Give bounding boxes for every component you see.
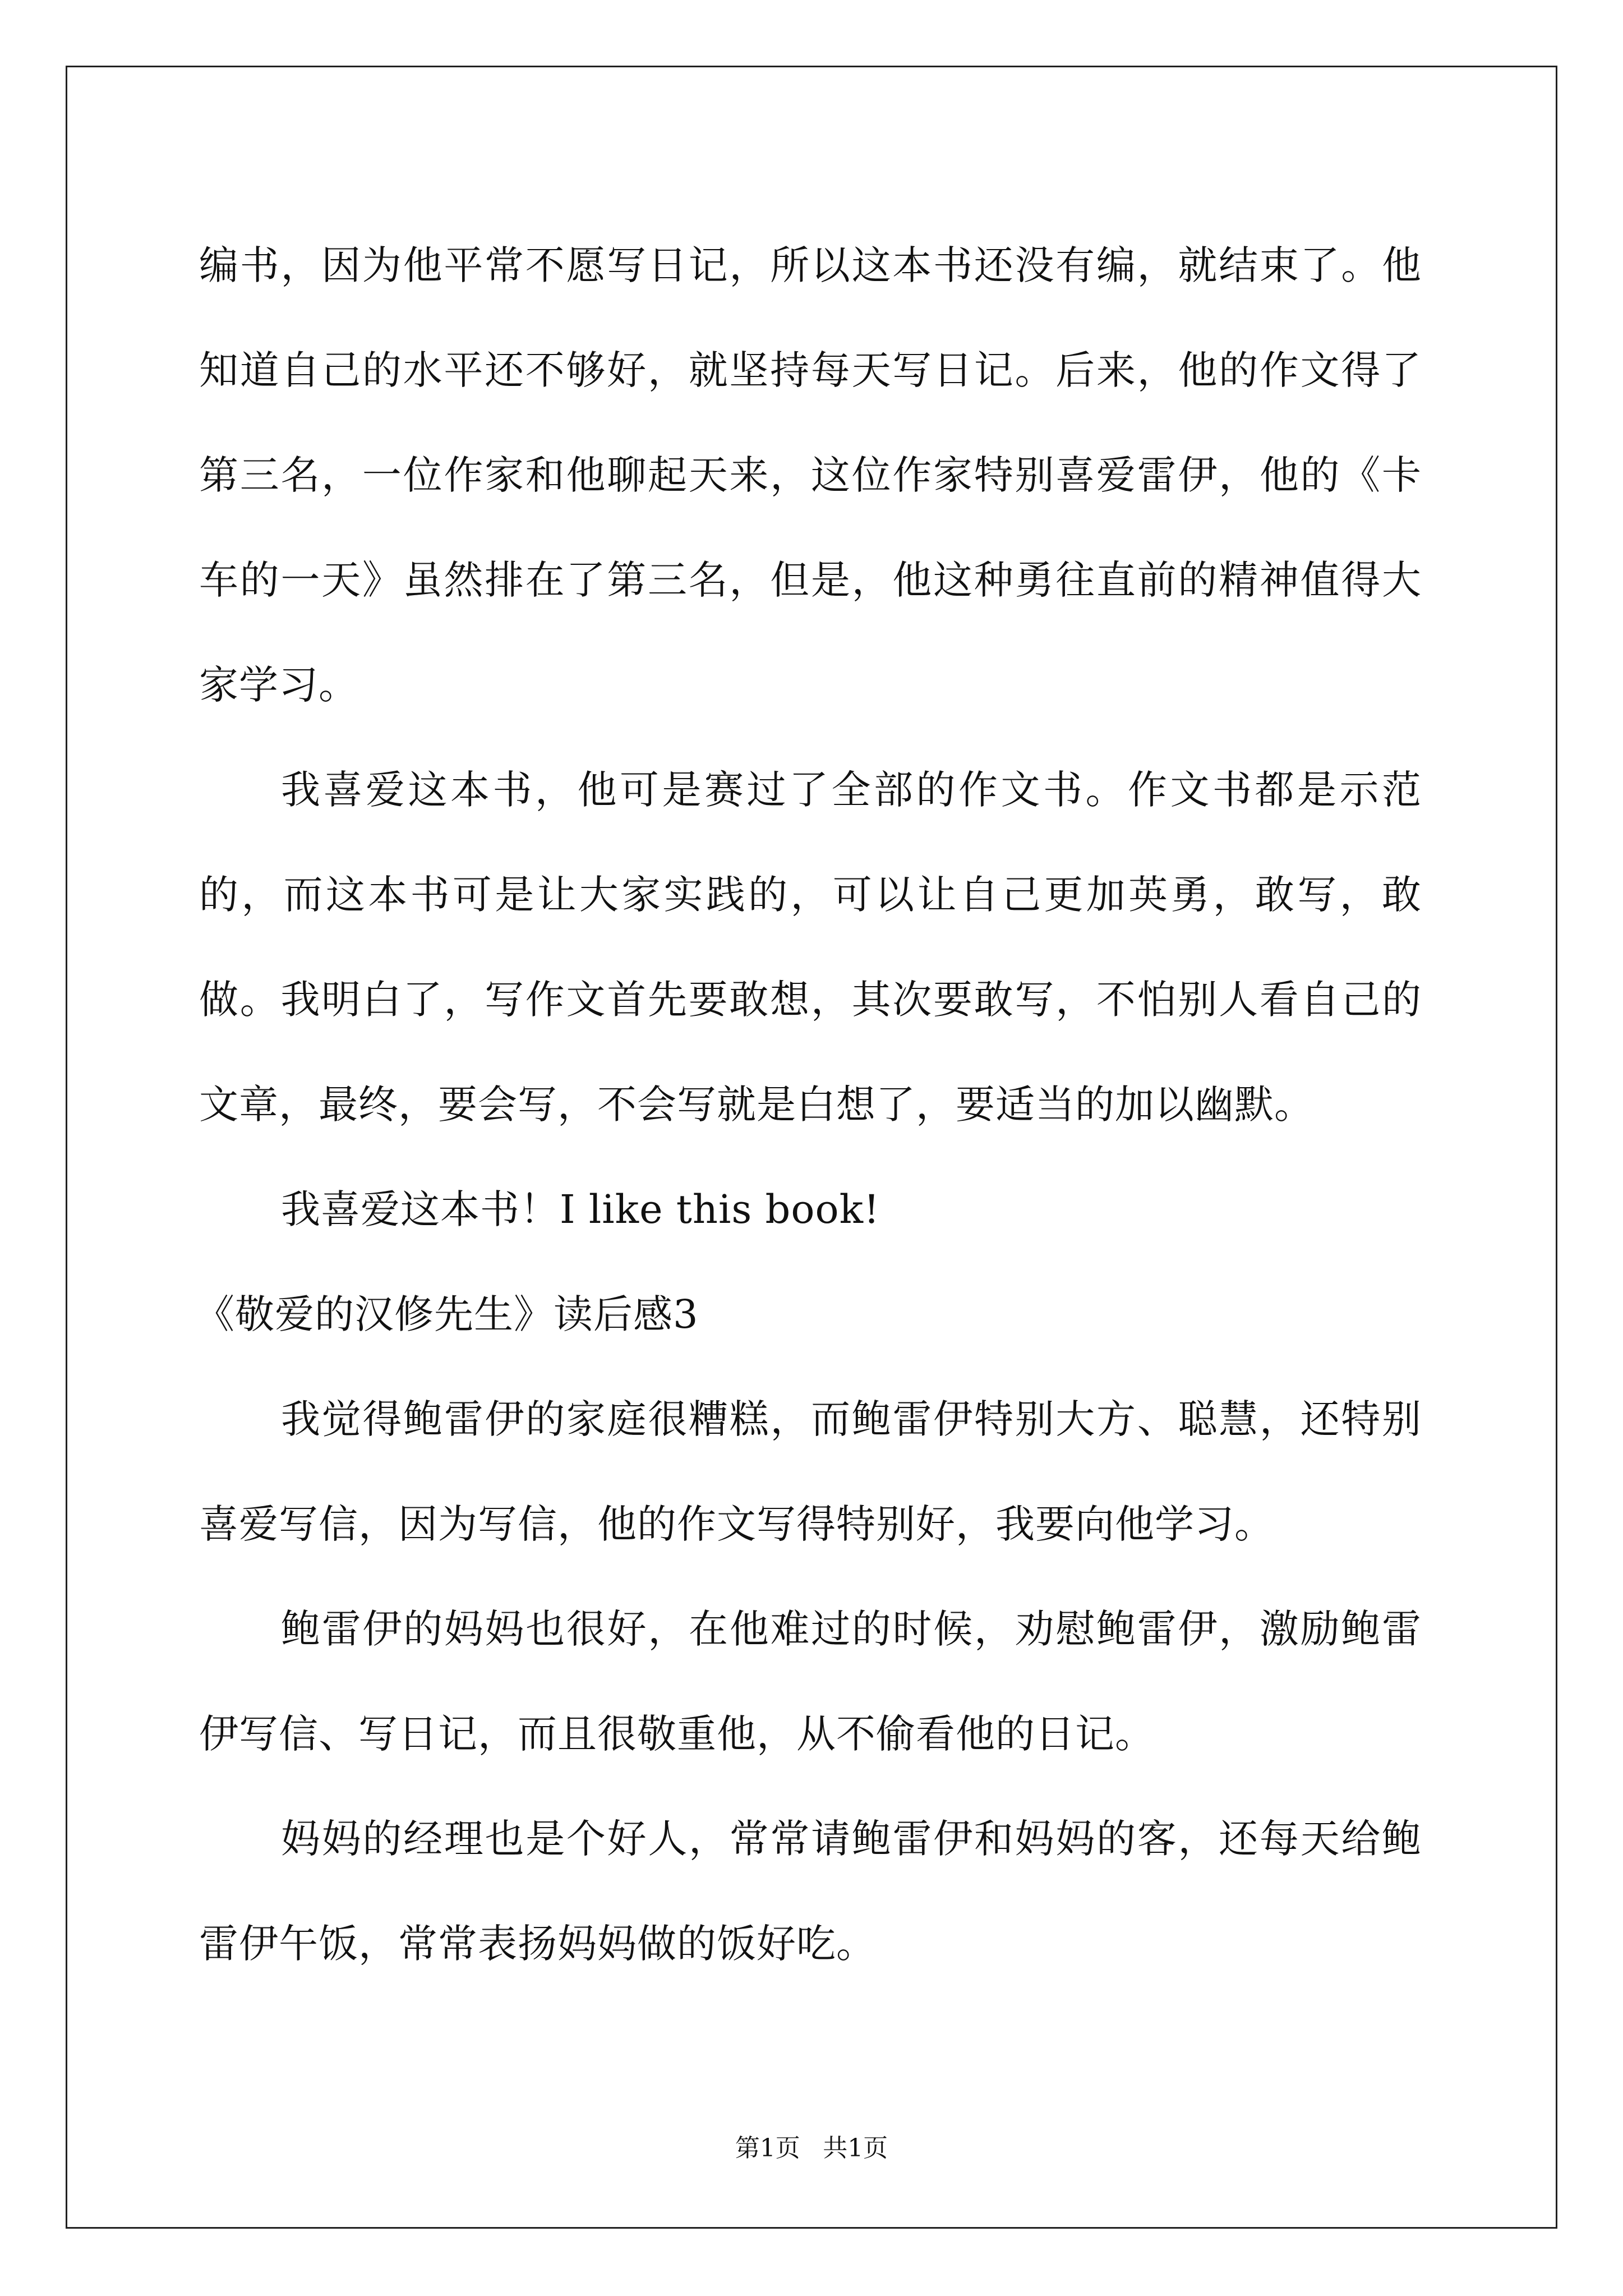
paragraph-1: 编书，因为他平常不愿写日记，所以这本书还没有编，就结束了。他知道自己的水平还不够好，就坚持每天写日记。后来，他的作文得了第三名，一位作家和他聊起天来，这位作家特别喜爱雷伊，他的《卡车的一天》虽然排在了第三名，但是，他这种勇往直前的精神值得大家学习。 <box>199 242 1422 708</box>
paragraph-6: 妈妈的经理也是个好人，常常请鲍雷伊和妈妈的客，还每天给鲍雷伊午饭，常常表扬妈妈做的饭好吃。 <box>199 1816 1422 1967</box>
document-body <box>195 213 1422 1996</box>
paragraph-4: 我觉得鲍雷伊的家庭很糟糕，而鲍雷伊特别大方、聪慧，还特别喜爱写信，因为写信，他的作文写得特别好，我要向他学习。 <box>199 1396 1422 1547</box>
paragraph-5: 鲍雷伊的妈妈也很好，在他难过的时候，劝慰鲍雷伊，激励鲍雷伊写信、写日记，而且很敬重他，从不偷看他的日记。 <box>199 1606 1422 1757</box>
page-footer: 第1页 共1页 <box>735 2134 888 2162</box>
paragraph-3: 我喜爱这本书！I like this book! <box>281 1186 880 1232</box>
paragraph-2: 我喜爱这本书，他可是赛过了全部的作文书。作文书都是示范的，而这本书可是让大家实践的，可以让自己更加英勇，敢写，敢做。我明白了，写作文首先要敢想，其次要敢写，不怕别人看自己的文章，最终，要会写，不会写就是白想了，要适当的加以幽默。 <box>199 767 1422 1128</box>
section-heading: 《敬爱的汉修先生》读后感3 <box>195 1291 699 1337</box>
